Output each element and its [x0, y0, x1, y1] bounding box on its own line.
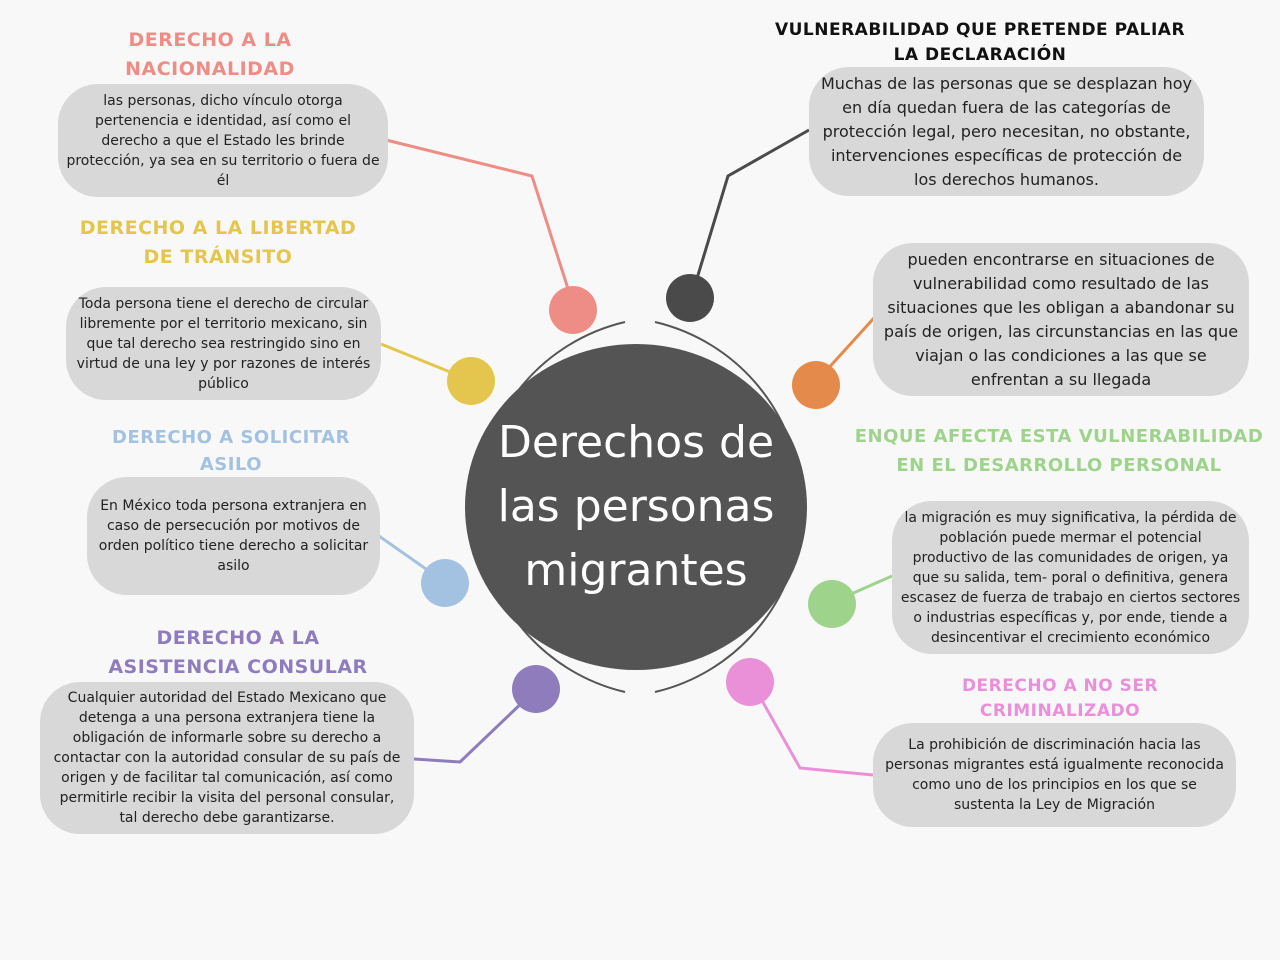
box-nacionalidad	[58, 84, 388, 197]
dot-criminalizado	[726, 658, 774, 706]
heading-consular: DERECHO A LA ASISTENCIA CONSULAR	[108, 627, 368, 678]
connector-criminalizado	[760, 697, 873, 775]
connector-situaciones	[825, 318, 874, 372]
connector-nacionalidad	[386, 140, 570, 295]
dot-asilo	[421, 559, 469, 607]
text-asilo: En México toda persona extranjera en caso de persecución por motivos de orden político tiene derecho a solicitar asilo	[98, 498, 369, 574]
connector-vulnerabilidad	[695, 130, 809, 285]
dot-transito	[447, 357, 495, 405]
box-asilo	[87, 477, 380, 595]
text-consular: Cualquier autoridad del Estado Mexicano que detenga a una persona extranjera tiene la obligación de informarle sobre su derecho a contactar con la autoridad consular de su país de origen y de facilitar tal comunicación, así como permitirle recibir la visita del personal consular, tal derecho debe garantizarse.	[53, 690, 401, 826]
heading-transito: DERECHO A LA LIBERTAD DE TRÁNSITO	[79, 217, 357, 268]
text-desarrollo: la migración es muy significativa, la pérdida de población puede mermar el potencial productivo de las comunidades de origen, ya que su salida, tem- poral o definitiva, genera escasez de fuerza de trabajo en ciertos sectores o industrias específicas y, por ende, tiende a desincentivar el crecimiento económico	[900, 509, 1241, 646]
central-topic-title: Derechos de las personas migrantes	[497, 417, 775, 596]
text-transito: Toda persona tiene el derecho de circular libremente por el territorio mexicano, sin que tal derecho sea restringido sino en virtud de una ley y por razones de interés público	[76, 295, 371, 392]
heading-criminalizado: DERECHO A NO SER CRIMINALIZADO	[961, 676, 1159, 721]
heading-desarrollo: ENQUE AFECTA ESTA VULNERABILIDAD EN EL DESARROLLO PERSONAL	[854, 426, 1264, 476]
box-situaciones	[873, 243, 1249, 396]
heading-vulnerabilidad: VULNERABILIDAD QUE PRETENDE PALIAR LA DECLARACIÓN	[774, 20, 1186, 65]
text-situaciones: pueden encontrarse en situaciones de vulnerabilidad como resultado de las situaciones que les obligan a abandonar su país de origen, las circunstancias en las que viajan o las condiciones a las que se enfrentan a su llegada	[883, 249, 1239, 389]
text-criminalizado: La prohibición de discriminación hacia las personas migrantes está igualmente reconocida como uno de los principios en los que se sustenta la Ley de Migración	[885, 737, 1224, 813]
box-vulnerabilidad	[809, 67, 1204, 196]
box-criminalizado	[873, 723, 1236, 827]
dot-desarrollo	[808, 580, 856, 628]
dot-nacionalidad	[549, 286, 597, 334]
dot-vulnerabilidad	[666, 274, 714, 322]
connector-consular	[414, 697, 528, 762]
box-transito	[66, 287, 381, 400]
dot-consular	[512, 665, 560, 713]
text-nacionalidad: las personas, dicho vínculo otorga pertenencia e identidad, así como el derecho a que el Estado les brinde protección, ya sea en su territorio o fuera de él	[66, 92, 380, 189]
text-vulnerabilidad: Muchas de las personas que se desplazan hoy en día quedan fuera de las categorías de protección legal, pero necesitan, no obstante, intervenciones específicas de protección de los derechos humanos.	[821, 73, 1192, 189]
dot-situaciones	[792, 361, 840, 409]
central-topic-circle	[465, 344, 807, 670]
box-consular	[40, 682, 414, 834]
heading-nacionalidad: DERECHO A LA NACIONALIDAD	[125, 29, 295, 80]
box-desarrollo	[892, 501, 1249, 654]
heading-asilo: DERECHO A SOLICITAR ASILO	[112, 427, 350, 475]
